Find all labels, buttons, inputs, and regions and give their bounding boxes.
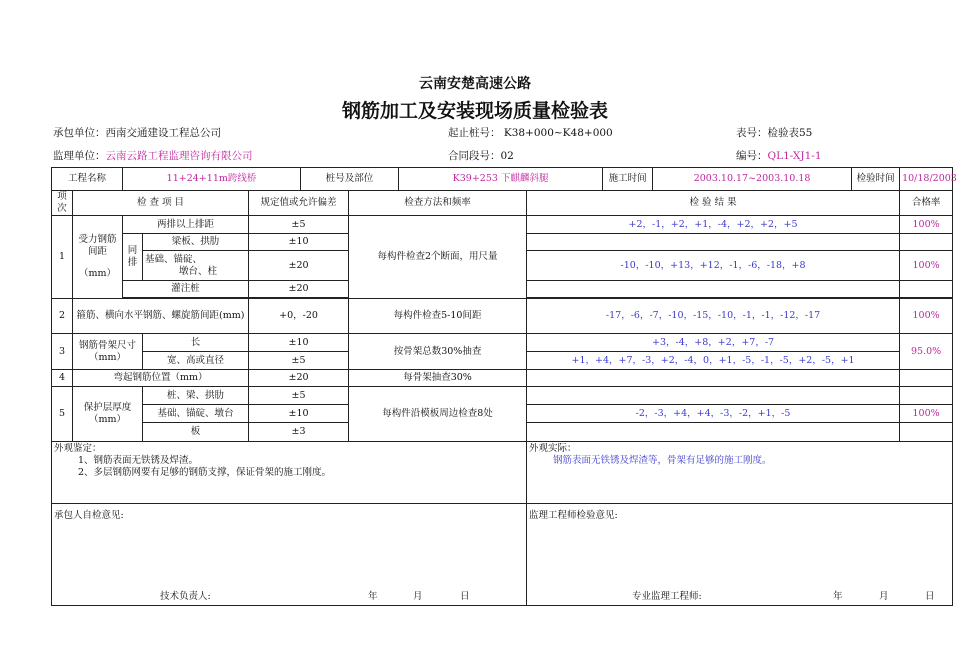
page-title: 钢筋加工及安装现场质量检验表	[341, 100, 608, 122]
inspection-table	[51, 167, 957, 606]
item-1-result-1: +2，-1，+2，+1，-4，+2，+2，+5	[527, 216, 900, 234]
col-tolerance: 规定值或允许偏差	[249, 191, 349, 216]
right-day: 日	[925, 591, 935, 602]
item-1-tol-3: ±20	[249, 251, 349, 281]
appearance-row	[52, 442, 953, 504]
station-value: K39+253 下麒麟斜腿	[399, 168, 603, 191]
item-3-no: 3	[52, 334, 73, 370]
appearance-req-line-1: 1、钢筋表面无铁锈及焊渣。	[78, 455, 199, 466]
info-row	[52, 168, 953, 191]
item-1-tol-4: ±20	[249, 281, 349, 298]
super-title: 云南安楚高速公路	[419, 76, 531, 92]
station-label: 桩号及部位	[301, 168, 399, 191]
item-4-tol: ±20	[249, 370, 349, 387]
item-1-name	[73, 216, 123, 299]
item-3-title: 钢筋骨架尺寸	[79, 339, 137, 351]
item-1-pass-4	[900, 281, 953, 298]
contractor-opinion	[52, 504, 527, 606]
item-3-unit: （mm）	[88, 351, 127, 363]
appearance-req-label: 外观鉴定：	[54, 443, 102, 454]
item-5-sub-1: 桩、梁、拱肋	[143, 387, 249, 405]
table-row	[52, 387, 953, 405]
item-1-no: 1	[52, 216, 73, 299]
col-no: 项次	[52, 191, 73, 216]
item-3-sub-2: 宽、高或直径	[143, 352, 249, 370]
left-month: 月	[413, 591, 423, 602]
form-no-label: 表号：	[736, 127, 768, 139]
item-1-sub-4: 灌注桩	[123, 281, 249, 298]
item-1-sub-3b: 墩台、柱	[179, 265, 218, 277]
item-4-method: 每骨架抽查30%	[349, 370, 527, 387]
appearance-actual-label: 外观实际：	[529, 443, 577, 454]
supervisor-opinion-label: 监理工程师检验意见:	[529, 510, 618, 521]
code-label: 编号：	[736, 150, 768, 162]
chainage-label: 起止桩号：	[448, 127, 501, 139]
table-row	[52, 216, 953, 234]
construct-time-label: 施工时间	[603, 168, 653, 191]
item-3-result-1: +3，-4，+8，+2，+7，-7	[527, 334, 900, 352]
item-1-method: 每构件检查2个断面，用尺量	[349, 216, 527, 299]
inspect-time-label: 检验时间	[852, 168, 900, 191]
contractor-label: 承包单位：	[53, 127, 106, 139]
item-1-pass-1: 100%	[900, 216, 953, 234]
item-5-method: 每构件沿模板周边检查8处	[349, 387, 527, 442]
table-row	[52, 299, 953, 334]
item-4-name: 弯起钢筋位置（mm）	[73, 370, 249, 387]
supervisor-value: 云南云路工程监理咨询有限公司	[105, 150, 253, 162]
form-no-field	[736, 125, 812, 140]
table-row	[52, 370, 953, 387]
item-1-pass-2	[900, 234, 953, 251]
left-day: 日	[460, 591, 470, 602]
left-year: 年	[368, 591, 378, 602]
appearance-actual-line-1: 钢筋表面无铁锈及焊渣等，骨架有足够的施工刚度。	[553, 455, 772, 466]
item-1-sub-3a: 基础、锚碇、	[145, 253, 203, 265]
project-name: 11+24+11m跨线桥	[123, 168, 301, 191]
chainage-field	[448, 125, 613, 140]
item-1-sub-3	[143, 251, 249, 281]
item-3-sub-1: 长	[143, 334, 249, 352]
column-header-row	[52, 191, 953, 216]
item-4-no: 4	[52, 370, 73, 387]
item-4-result	[527, 370, 900, 387]
item-5-result-3	[527, 423, 900, 442]
appearance-requirements	[52, 442, 527, 504]
item-2-no: 2	[52, 299, 73, 334]
appearance-actual	[527, 442, 953, 504]
item-1-tol-2: ±10	[249, 234, 349, 251]
contractor-field	[53, 125, 221, 140]
item-1-result-2	[527, 234, 900, 251]
code-value: QL1-XJ1-1	[767, 150, 822, 162]
right-month: 月	[879, 591, 889, 602]
item-5-pass-1	[900, 387, 953, 405]
item-1-sub-2: 梁板、拱肋	[143, 234, 249, 251]
project-label: 工程名称	[52, 168, 123, 191]
col-result: 检 验 结 果	[527, 191, 900, 216]
tech-lead-sign: 技术负责人:	[160, 591, 211, 602]
item-5-result-1	[527, 387, 900, 405]
item-5-tol-1: ±5	[249, 387, 349, 405]
item-5-result: -2，-3，+4，+4，-3，-2，+1，-5	[527, 405, 900, 423]
right-year: 年	[833, 591, 843, 602]
item-5-name: 保护层厚度（mm）	[73, 387, 143, 442]
col-item: 检 查 项 目	[73, 191, 249, 216]
item-3-tol-2: ±5	[249, 352, 349, 370]
item-2-result: -17，-6，-7，-10，-15，-10，-1，-1，-12，-17	[527, 299, 900, 334]
item-5-tol-3: ±3	[249, 423, 349, 442]
item-1-title: 受力钢筋间距	[78, 234, 117, 257]
item-5-sub-3: 板	[143, 423, 249, 442]
item-1-same-row: 同排	[123, 234, 143, 281]
appearance-req-line-2: 2、多层钢筋网要有足够的钢筋支撑，保证骨架的施工刚度。	[78, 467, 332, 478]
contract-label: 合同段号：	[448, 150, 501, 162]
supervisor-label: 监理单位：	[53, 150, 106, 162]
item-1-tol-1: ±5	[249, 216, 349, 234]
col-method: 检查方法和频率	[349, 191, 527, 216]
chainage-value: K38+000~K48+000	[503, 127, 613, 139]
supervisor-engineer-sign: 专业监理工程师:	[632, 591, 702, 602]
item-5-sub-2: 基础、锚碇、墩台	[143, 405, 249, 423]
code-field	[736, 148, 822, 163]
opinion-row	[52, 504, 953, 606]
supervisor-opinion	[527, 504, 953, 606]
item-1-result-3: -10，-10，+13，+12，-1，-6，-18，+8	[527, 251, 900, 281]
item-3-name	[73, 334, 143, 370]
form-no-value: 检验表55	[767, 127, 813, 139]
contractor-opinion-label: 承包人自检意见:	[54, 510, 124, 521]
inspect-time-value: 10/18/2003	[900, 168, 953, 191]
item-1-pass-3: 100%	[900, 251, 953, 281]
item-5-pass-3	[900, 423, 953, 442]
col-pass: 合格率	[900, 191, 953, 216]
contract-value: 02	[500, 150, 514, 162]
item-2-tol: +0，-20	[249, 299, 349, 334]
item-5-no: 5	[52, 387, 73, 442]
item-2-method: 每构件检查5-10间距	[349, 299, 527, 334]
item-3-pass: 95.0%	[900, 334, 953, 370]
item-3-method: 按骨架总数30%抽查	[349, 334, 527, 370]
item-1-result-4	[527, 281, 900, 298]
item-3-tol-1: ±10	[249, 334, 349, 352]
item-5-tol-2: ±10	[249, 405, 349, 423]
contract-field	[448, 148, 514, 163]
supervisor-field	[53, 148, 253, 163]
item-4-pass	[900, 370, 953, 387]
item-2-name: 箍筋、横向水平钢筋、螺旋筋间距(mm)	[73, 299, 249, 334]
item-1-unit: （mm）	[78, 268, 117, 279]
item-5-pass: 100%	[900, 405, 953, 423]
item-2-pass: 100%	[900, 299, 953, 334]
construct-time-value: 2003.10.17~2003.10.18	[653, 168, 852, 191]
item-1-sub-1: 两排以上排距	[123, 216, 249, 234]
item-3-result-2: +1，+4，+7，-3，+2，-4，0，+1，-5，-1，-5，+2，-5，+1	[527, 352, 900, 370]
table-row	[52, 334, 953, 352]
contractor-value: 西南交通建设工程总公司	[105, 127, 221, 139]
